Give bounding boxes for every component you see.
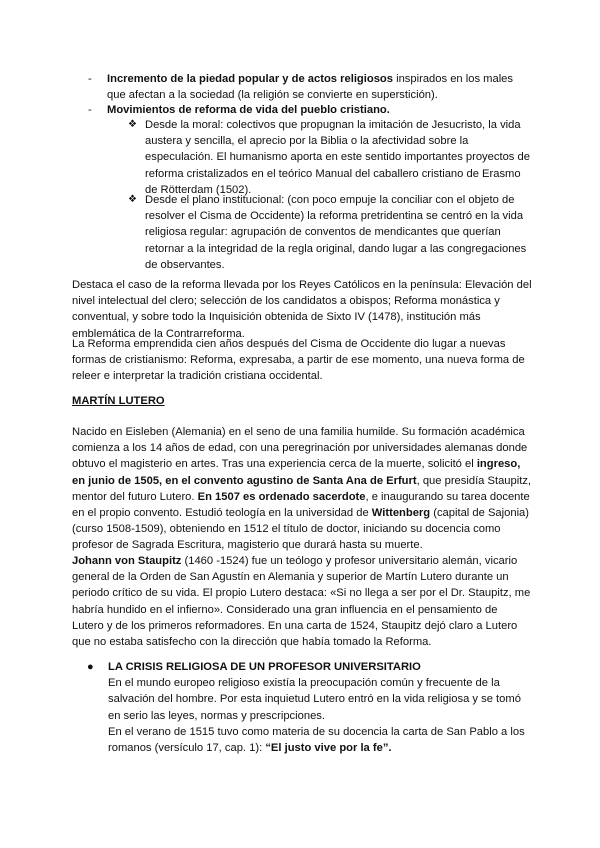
paragraph-biografia-lutero <box>72 424 532 554</box>
sub-item-text: Desde la moral: colectivos que propugnan la imitación de Jesucristo, la vida austera y sencilla, el aprecio por la Biblia o la afectividad sobre la especulación. El humanismo aporta en este sentido importantes proyectos de reforma cristalizados en el teórico Manual del caballero cristiano de Erasmo de Rötterdam (1502). <box>145 119 530 196</box>
bold-phrase: Johann von Staupitz <box>72 555 182 567</box>
bullet-title <box>108 659 528 675</box>
paragraph-staupitz <box>72 553 532 650</box>
bold-phrase: Incremento de la piedad popular y de actos religiosos <box>107 73 393 85</box>
section-heading: MARTÍN LUTERO <box>72 395 165 407</box>
bold-phrase: ingreso, en junio de 1505, en el convento agustino de Santa Ana de Erfurt <box>72 458 521 487</box>
diamond-bullet-icon: ❖ <box>128 194 137 205</box>
text-run: (1460 -1524) fue un teólogo y profesor universitario alemán, vicario general de la Orden de San Agustín en Alemania y superior de Martín Lutero durante un periodo crítico de su vida. El propio Lutero destaca: «Si no llega a ser por el Dr. Staupitz, me habría hundido en el infierno». Considerado una gran influencia en el pensamiento de Lutero y de los primeros reformadores. En una carta de 1524, Staupitz dejó claro a Lutero que no estaba satisfecho con la dirección que había tomado la Reforma. <box>72 555 531 649</box>
paragraph-reyes-catolicos <box>72 277 532 342</box>
list-item-text <box>107 71 527 103</box>
bold-phrase: Wittenberg <box>371 507 431 520</box>
bold-phrase: Movimientos de reforma de vida del pueblo cristiano. <box>107 104 390 116</box>
paragraph-text <box>72 553 532 650</box>
text-run: En el verano de 1515 tuvo como materia de su docencia la carta de San Pablo a los romanos (versículo 17, cap. 1): <box>108 725 525 755</box>
list-item-text <box>107 102 527 118</box>
paragraph-text: Destaca el caso de la reforma llevada por los Reyes Católicos en la península: Elevación del nivel intelectual del clero; selección de los candidatos a obispos; Reforma monástica y conventual, y sobre todo la Inquisición obtenida de Sixto IV (1478), institución más emblemática de la Contrarreforma. <box>72 279 532 340</box>
sub-item-text: Desde el plano institucional: (con poco empuje la conciliar con el objeto de resolver el Cisma de Occidente) la reforma pretridentina se centró en la vida religiosa regular: agrupación de conventos de mendicantes que querían retornar a la integridad de la regla original, dando lugar a las congregaciones de observantes. <box>145 194 527 271</box>
text-run: , e inaugurando su tarea docente en el propio convento. Estudió teología en la universidad de <box>72 490 530 520</box>
bold-phrase: LA CRISIS RELIGIOSA DE UN PROFESOR UNIVERSITARIO <box>108 661 421 673</box>
text-run: (capital de Sajonia) (curso 1508-1509), obteniendo en 1512 el título de doctor, iniciando su docencia como profesor de Sagrada Escritura, magisterio que durará hasta su muerte. <box>72 507 530 552</box>
bullet-text <box>108 724 528 756</box>
bullet-text: En el mundo europeo religioso existía la preocupación común y frecuente de la salvación del hombre. Por esta inquietud Lutero entró en la vida religiosa y se tomó en serio las leyes, normas y prescripciones. <box>108 677 521 722</box>
bullet-dot-icon: ● <box>87 661 94 673</box>
list-item-piedad-popular <box>88 71 527 103</box>
paragraph-reforma <box>72 336 532 385</box>
paragraph-text <box>72 424 532 554</box>
bullet-crisis-religiosa <box>87 659 528 756</box>
list-item-rest: inspirados en los males que afectan a la sociedad (la religión se convierte en superstición). <box>107 73 513 102</box>
diamond-bullet-icon: ❖ <box>128 119 137 130</box>
text-run: , que presidía Staupitz, mentor del futuro Lutero. <box>72 474 532 503</box>
dash-bullet: - <box>88 73 92 85</box>
sub-item-moral <box>128 117 535 198</box>
text-run: Nacido en Eisleben (Alemania) en el seno de una familia humilde. Su formación académica comienza a los 14 años de edad, con una peregrinación por universidades alemanas donde obtuvo el magisterio en artes. Tras una experiencia cerca de la muerte, solicitó el <box>72 426 528 471</box>
paragraph-text: La Reforma emprendida cien años después del Cisma de Occidente dio lugar a nuevas formas de cristianismo: Reforma, expresaba, a partir de ese momento, una nueva forma de releer e interpretar la tradición cristiana occidental. <box>72 338 525 383</box>
bold-quote: “El justo vive por la fe”. <box>265 742 392 755</box>
list-item-movimientos-reforma <box>88 102 527 118</box>
dash-bullet: - <box>88 104 92 116</box>
bold-phrase: En 1507 es ordenado sacerdote <box>197 490 366 503</box>
sub-item-institucional <box>128 192 535 273</box>
